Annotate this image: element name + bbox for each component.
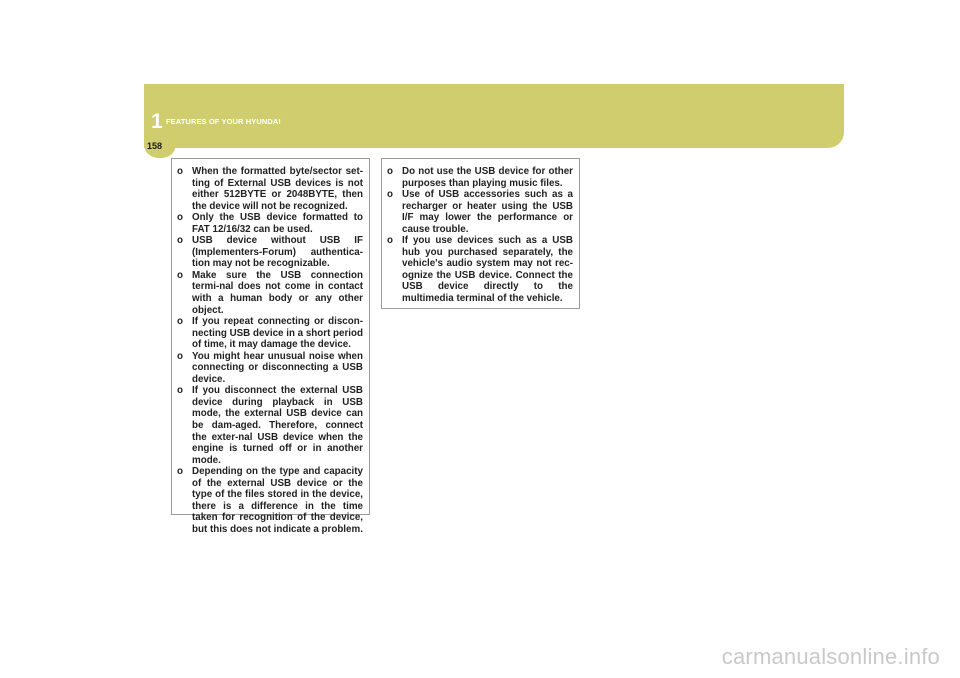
header-band [144, 84, 844, 148]
bullet-glyph: o [177, 166, 183, 177]
list-item-text: If you use devices such as a USB hub you purchased separately, the vehicle's audio system may not rec-ognize the USB device. Connect the USB device directly to the multimedia terminal of the vehicle. [402, 235, 573, 305]
right-bullet-list [387, 166, 573, 305]
list-item-text: If you repeat connecting or discon-necting USB device in a short period of time, it may damage the device. [192, 316, 363, 351]
list-item-text: Do not use the USB device for other purposes than playing music files. [402, 166, 573, 189]
list-item-text: Use of USB accessories such as a recharger or heater using the USB I/F may lower the performance or cause trouble. [402, 189, 573, 235]
bullet-glyph: o [177, 466, 183, 478]
left-bullet-list [177, 166, 363, 536]
list-item-text: You might hear unusual noise when connecting or disconnecting a USB device. [192, 350, 363, 385]
list-item-text: When the formatted byte/sector set-ting of External USB devices is not either 512BYTE or 2048BYTE, then the device will not be recognized. [192, 166, 363, 212]
list-item-text: Depending on the type and capacity of the external USB device or the type of the files stored in the device, there is a difference in the time taken for recognition of the device, but this does not indicate a problem. [192, 466, 363, 535]
list-item [177, 316, 363, 351]
list-item [387, 166, 573, 189]
list-item [177, 166, 363, 212]
chapter-number: 1 [151, 110, 163, 133]
list-item [177, 212, 363, 235]
list-item [387, 235, 573, 304]
bullet-glyph: o [387, 235, 393, 247]
list-item [177, 235, 363, 270]
list-item [177, 385, 363, 466]
bullet-glyph: o [387, 189, 393, 201]
bullet-glyph: o [177, 385, 183, 397]
left-text-box [171, 158, 370, 535]
list-item [387, 189, 573, 235]
bullet-glyph: o [177, 350, 183, 362]
list-item [177, 351, 363, 386]
page-number: 158 [147, 141, 163, 151]
list-item-text: Only the USB device formatted to FAT 12/16/32 can be used. [192, 212, 363, 235]
list-item [177, 270, 363, 316]
bullet-glyph: o [177, 235, 183, 247]
bullet-glyph: o [387, 166, 393, 177]
list-item-text: If you disconnect the external USB device during playback in USB mode, the external USB device can be dam-aged. Therefore, connect the exter-nal USB device when the engine is turned off or in another mode. [192, 385, 363, 466]
chapter-title: FEATURES OF YOUR HYUNDAI [166, 117, 281, 126]
watermark-text: carmanualsonline.info [721, 644, 940, 669]
bullet-glyph: o [177, 316, 183, 328]
bullet-glyph: o [177, 269, 183, 281]
bullet-glyph: o [177, 212, 183, 224]
list-item [177, 466, 363, 535]
list-item-text: Make sure the USB connection termi-nal does not come in contact with a human body or any other object. [192, 269, 363, 316]
list-item-text: USB device without USB IF (Implementers-Forum) authentica-tion may not be recognizable. [192, 235, 363, 270]
right-text-box [381, 158, 580, 309]
